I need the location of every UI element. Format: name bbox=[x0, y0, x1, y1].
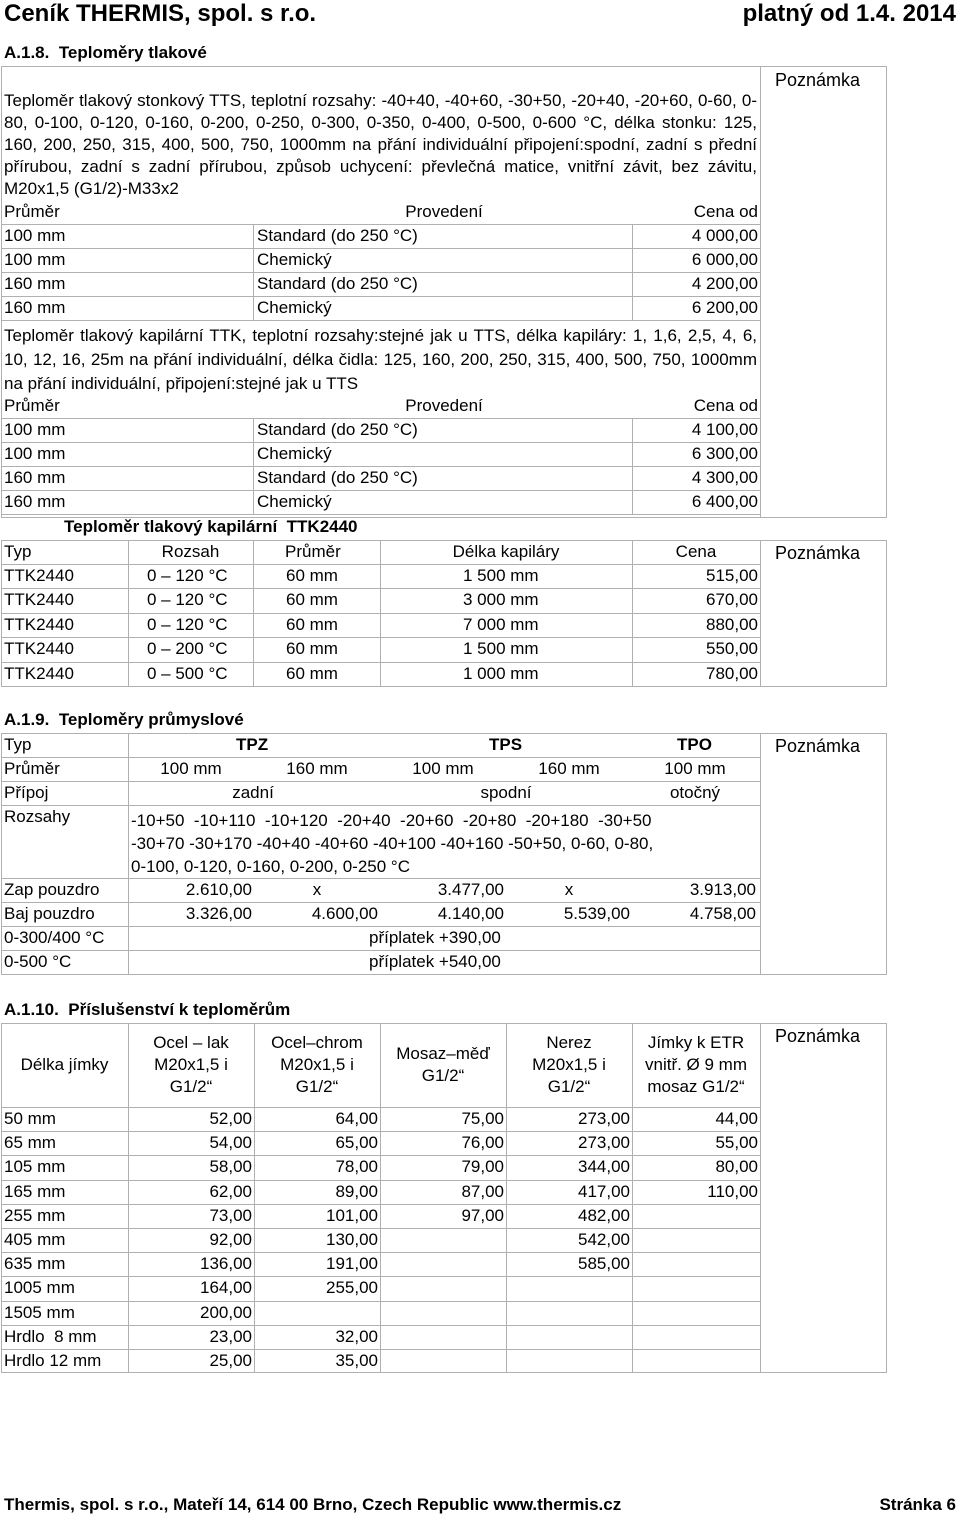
row-label: 0-300/400 °C bbox=[4, 928, 105, 947]
table-cell: 52,00 bbox=[209, 1109, 252, 1128]
price-cell: 3.326,00 bbox=[185, 904, 252, 923]
price-cell: 3.477,00 bbox=[437, 880, 504, 899]
row-label: Zap pouzdro bbox=[4, 880, 100, 899]
column-header: M20x1,5 i bbox=[532, 1055, 606, 1074]
column-header: Délka kapiláry bbox=[452, 542, 560, 561]
column-header: Nerez bbox=[546, 1033, 592, 1052]
column-header: Průměr bbox=[4, 396, 60, 415]
table-cell: 60 mm bbox=[286, 614, 338, 634]
table-cell: 75,00 bbox=[461, 1109, 504, 1128]
col-divider bbox=[760, 1023, 761, 1373]
column-header: M20x1,5 i bbox=[154, 1055, 228, 1074]
surcharge-cell: příplatek +540,00 bbox=[369, 952, 501, 971]
table-cell: 60 mm bbox=[286, 663, 338, 683]
table-cell: 160 mm bbox=[4, 492, 66, 511]
note-header: Poznámka bbox=[775, 70, 861, 90]
row-label: Průměr bbox=[4, 759, 60, 778]
table-cell: 165 mm bbox=[4, 1181, 66, 1201]
col-divider bbox=[632, 418, 633, 514]
table-cell: 160 mm bbox=[4, 298, 66, 317]
column-header: Průměr bbox=[285, 542, 341, 561]
section-title: Příslušenství k teploměrům bbox=[68, 1000, 291, 1019]
table-cell: Chemický bbox=[257, 492, 332, 511]
table-cell: Standard (do 250 °C) bbox=[257, 274, 418, 293]
table-cell: 6 400,00 bbox=[691, 492, 758, 511]
table-cell: Chemický bbox=[257, 250, 332, 269]
table-cell: 130,00 bbox=[326, 1230, 378, 1249]
footer-company: Thermis, spol. s r.o., Mateří 14, 614 00 Brno, Czech Republic www.thermis.cz bbox=[4, 1495, 622, 1514]
row-label: 0-500 °C bbox=[4, 952, 72, 971]
row-divider bbox=[1, 1252, 760, 1253]
table-cell: 273,00 bbox=[578, 1109, 630, 1128]
table-cell: 1505 mm bbox=[4, 1302, 75, 1322]
table-cell: 191,00 bbox=[326, 1254, 378, 1274]
price-cell: 2.610,00 bbox=[185, 880, 252, 899]
table-cell: 50 mm bbox=[4, 1109, 56, 1128]
table-cell: 78,00 bbox=[335, 1157, 378, 1177]
table-cell: Chemický bbox=[257, 298, 332, 317]
connection-cell: spodní bbox=[480, 783, 532, 802]
column-header: Jímky k ETR bbox=[647, 1033, 745, 1052]
col-divider bbox=[253, 418, 254, 514]
table-cell: 89,00 bbox=[335, 1181, 378, 1201]
row-label: Rozsahy bbox=[4, 807, 71, 826]
table-cell: 6 000,00 bbox=[691, 250, 758, 269]
section-a18-heading bbox=[4, 43, 207, 63]
table-cell: 0 – 120 °C bbox=[147, 614, 228, 634]
type-header: TPZ bbox=[236, 735, 269, 754]
table-cell: 160 mm bbox=[4, 274, 66, 293]
table-cell: 0 – 200 °C bbox=[147, 639, 228, 659]
table-cell: 25,00 bbox=[209, 1351, 252, 1370]
diameter-cell: 160 mm bbox=[538, 759, 600, 778]
price-cell: 4.140,00 bbox=[437, 904, 504, 923]
table-cell: 65 mm bbox=[4, 1133, 56, 1153]
diameter-cell: 100 mm bbox=[160, 759, 222, 778]
range-line: 0-100, 0-120, 0-160, 0-200, 0-250 °C bbox=[131, 857, 410, 876]
table-cell: 670,00 bbox=[706, 590, 758, 610]
section-number: A.1.10. bbox=[4, 1000, 59, 1019]
column-header: Provedení bbox=[405, 396, 483, 415]
column-header: Cena bbox=[675, 542, 717, 561]
ttk2440-title: Teploměr tlakový kapilární TTK2440 bbox=[64, 517, 358, 536]
table-cell: 1 500 mm bbox=[463, 566, 539, 585]
price-cell: 3.913,00 bbox=[689, 880, 756, 899]
table-cell: 4 000,00 bbox=[691, 226, 758, 245]
column-header: Poznámka bbox=[775, 543, 861, 563]
table-cell: 7 000 mm bbox=[463, 614, 539, 634]
table-cell: 100 mm bbox=[4, 444, 66, 463]
table-cell: 60 mm bbox=[286, 639, 338, 659]
table-cell: 0 – 120 °C bbox=[147, 590, 228, 610]
price-cell: 4.758,00 bbox=[689, 904, 756, 923]
row-divider bbox=[1, 1325, 760, 1326]
row-label: Baj pouzdro bbox=[4, 904, 95, 923]
table-cell: TTK2440 bbox=[4, 639, 74, 659]
table-cell: 136,00 bbox=[200, 1254, 252, 1274]
column-header: vnitř. Ø 9 mm bbox=[644, 1055, 747, 1074]
table-cell: 55,00 bbox=[715, 1133, 758, 1153]
table-cell: 60 mm bbox=[286, 590, 338, 610]
ttk-description: Teploměr tlakový kapilární TTK, teplotní rozsahy:stejné jak u TTS, délka kapiláry: 1, 1,6, 2,5, 4, 6, 10, 12, 16, 25m na přání individuální, délka čidla: 125, 160, 200, 250, 315, 400, 500, 750, 1000mm na přání individuální, připojení:stejné jak u TTS bbox=[4, 326, 757, 393]
table-cell: 6 300,00 bbox=[691, 444, 758, 463]
table-cell: Standard (do 250 °C) bbox=[257, 468, 418, 487]
price-cell: x bbox=[312, 880, 322, 899]
column-header: Typ bbox=[4, 542, 32, 561]
column-header: G1/2“ bbox=[421, 1066, 465, 1085]
table-cell: 255 mm bbox=[4, 1205, 66, 1225]
table-cell: 0 – 500 °C bbox=[147, 663, 228, 683]
connection-cell: zadní bbox=[232, 783, 274, 802]
table-cell: 100 mm bbox=[4, 250, 66, 269]
valid-from: platný od 1.4. 2014 bbox=[742, 0, 956, 27]
row-divider bbox=[1, 1276, 760, 1277]
table-cell: 417,00 bbox=[578, 1181, 630, 1201]
table-cell: 110,00 bbox=[707, 1181, 758, 1201]
col-divider bbox=[760, 540, 761, 687]
table-cell: 4 100,00 bbox=[691, 420, 758, 439]
column-header: G1/2“ bbox=[169, 1077, 213, 1096]
col-divider bbox=[632, 224, 633, 320]
table-cell: 32,00 bbox=[335, 1326, 378, 1346]
table-cell: 58,00 bbox=[209, 1157, 252, 1177]
price-cell: x bbox=[564, 880, 574, 899]
row-label: Přípoj bbox=[4, 783, 49, 802]
section-a19-heading bbox=[4, 710, 244, 730]
table-cell: 4 300,00 bbox=[691, 468, 758, 487]
section-title: Teploměry tlakové bbox=[58, 43, 207, 62]
table-cell: 101,00 bbox=[326, 1205, 378, 1225]
table-cell: 273,00 bbox=[578, 1133, 630, 1153]
column-header: Ocel – lak bbox=[153, 1033, 229, 1052]
table-cell: 585,00 bbox=[578, 1254, 630, 1274]
table-cell: 0 – 120 °C bbox=[147, 566, 228, 585]
table-cell: 35,00 bbox=[335, 1351, 378, 1370]
column-header: Cena od bbox=[693, 396, 758, 415]
table-cell: 344,00 bbox=[578, 1157, 630, 1177]
row-divider bbox=[1, 320, 760, 321]
column-header: G1/2“ bbox=[547, 1077, 591, 1096]
table-cell: 87,00 bbox=[461, 1181, 504, 1201]
table-cell: Hrdlo 8 mm bbox=[4, 1326, 97, 1346]
table-cell: 6 200,00 bbox=[691, 298, 758, 317]
table-cell: 73,00 bbox=[209, 1205, 252, 1225]
table-cell: Standard (do 250 °C) bbox=[257, 226, 418, 245]
range-line: -30+70 -30+170 -40+40 -40+60 -40+100 -40+160 -50+50, 0-60, 0-80, bbox=[131, 834, 654, 853]
column-header: Cena od bbox=[693, 202, 758, 221]
table-cell: 64,00 bbox=[335, 1109, 378, 1128]
column-header: M20x1,5 i bbox=[280, 1055, 354, 1074]
table-cell: Hrdlo 12 mm bbox=[4, 1351, 102, 1370]
table-cell: 105 mm bbox=[4, 1157, 66, 1177]
table-cell: 1005 mm bbox=[4, 1278, 75, 1298]
table-cell: 92,00 bbox=[209, 1230, 252, 1249]
column-header: G1/2“ bbox=[295, 1077, 339, 1096]
a18-note-divider bbox=[760, 66, 761, 518]
column-header: Provedení bbox=[405, 202, 483, 221]
table-cell: 255,00 bbox=[326, 1278, 378, 1298]
type-header: TPO bbox=[677, 735, 712, 754]
note-header: Poznámka bbox=[775, 736, 861, 756]
table-cell: 76,00 bbox=[461, 1133, 504, 1153]
table-cell: 1 000 mm bbox=[463, 663, 539, 683]
table-cell: 482,00 bbox=[578, 1205, 630, 1225]
table-cell: 780,00 bbox=[706, 663, 758, 683]
table-cell: Chemický bbox=[257, 444, 332, 463]
table-cell: 97,00 bbox=[461, 1205, 504, 1225]
section-a110-heading bbox=[4, 1000, 290, 1020]
column-header: Poznámka bbox=[775, 1026, 861, 1046]
table-cell: 1 500 mm bbox=[463, 639, 539, 659]
connection-cell: otočný bbox=[669, 783, 721, 802]
table-cell: 635 mm bbox=[4, 1254, 66, 1274]
table-cell: Standard (do 250 °C) bbox=[257, 420, 418, 439]
diameter-cell: 100 mm bbox=[412, 759, 474, 778]
table-cell: 515,00 bbox=[706, 566, 758, 585]
table-cell: 880,00 bbox=[706, 614, 758, 634]
tts-description: Teploměr tlakový stonkový TTS, teplotní rozsahy: -40+40, -40+60, -30+50, -20+40, -20+60, 0-60, 0-80, 0-100, 0-120, 0-160, 0-200, 0-250, 0-300, 0-350, 0-400, 0-500, 0-600 °C, délka stonku: 125, 160, 200, 250, 315, 400, 500, 750, 1000mm na přání individuální připojení:spodní, zadní s přední přírubou, zadní s zadní přírubou, způsob uchycení: převlečná matice, vnitřní závit, bez závitu, M20x1,5 (G1/2)-M33x2 bbox=[4, 91, 757, 198]
table-cell: 405 mm bbox=[4, 1230, 66, 1249]
table-cell: 23,00 bbox=[209, 1326, 252, 1346]
table-cell: 79,00 bbox=[461, 1157, 504, 1177]
table-cell: 60 mm bbox=[286, 566, 338, 585]
col-divider bbox=[760, 733, 761, 975]
column-header: Průměr bbox=[4, 202, 60, 221]
price-cell: 4.600,00 bbox=[311, 904, 378, 923]
type-header: TPS bbox=[489, 735, 523, 754]
table-cell: TTK2440 bbox=[4, 566, 74, 585]
table-cell: 44,00 bbox=[715, 1109, 758, 1128]
row-divider bbox=[1, 1349, 760, 1350]
price-cell: 5.539,00 bbox=[563, 904, 630, 923]
table-cell: 100 mm bbox=[4, 226, 66, 245]
table-cell: TTK2440 bbox=[4, 663, 74, 683]
diameter-cell: 160 mm bbox=[286, 759, 348, 778]
table-cell: 160 mm bbox=[4, 468, 66, 487]
section-number: A.1.8. bbox=[4, 43, 50, 62]
column-header: Délka jímky bbox=[20, 1055, 109, 1074]
table-cell: 54,00 bbox=[209, 1133, 252, 1153]
table-cell: 542,00 bbox=[578, 1230, 630, 1249]
row-divider bbox=[1, 805, 760, 806]
table-cell: 3 000 mm bbox=[463, 590, 539, 610]
column-header: Rozsah bbox=[161, 542, 220, 561]
table-cell: TTK2440 bbox=[4, 614, 74, 634]
table-cell: 550,00 bbox=[706, 639, 758, 659]
column-header: mosaz G1/2“ bbox=[647, 1077, 745, 1096]
column-header: Ocel–chrom bbox=[271, 1033, 363, 1052]
table-cell: 100 mm bbox=[4, 420, 66, 439]
table-cell: TTK2440 bbox=[4, 590, 74, 610]
diameter-cell: 100 mm bbox=[664, 759, 726, 778]
surcharge-cell: příplatek +390,00 bbox=[369, 928, 501, 947]
row-divider bbox=[1, 1301, 760, 1302]
table-cell: 80,00 bbox=[715, 1157, 758, 1177]
table-cell: 4 200,00 bbox=[691, 274, 758, 293]
column-header: Mosaz–měď bbox=[396, 1044, 490, 1063]
row-divider bbox=[1, 1228, 760, 1229]
footer-page: Stránka 6 bbox=[879, 1495, 956, 1514]
col-divider bbox=[253, 224, 254, 320]
row-label: Typ bbox=[4, 735, 32, 754]
section-number: A.1.9. bbox=[4, 710, 50, 729]
table-cell: 200,00 bbox=[200, 1302, 252, 1322]
table-cell: 62,00 bbox=[209, 1181, 252, 1201]
table-cell: 65,00 bbox=[335, 1133, 378, 1153]
document-title: Ceník THERMIS, spol. s r.o. bbox=[4, 0, 317, 27]
table-cell: 164,00 bbox=[200, 1278, 252, 1298]
section-title: Teploměry průmyslové bbox=[58, 710, 244, 729]
range-line: -10+50 -10+110 -10+120 -20+40 -20+60 -20+80 -20+180 -30+50 bbox=[131, 811, 652, 830]
